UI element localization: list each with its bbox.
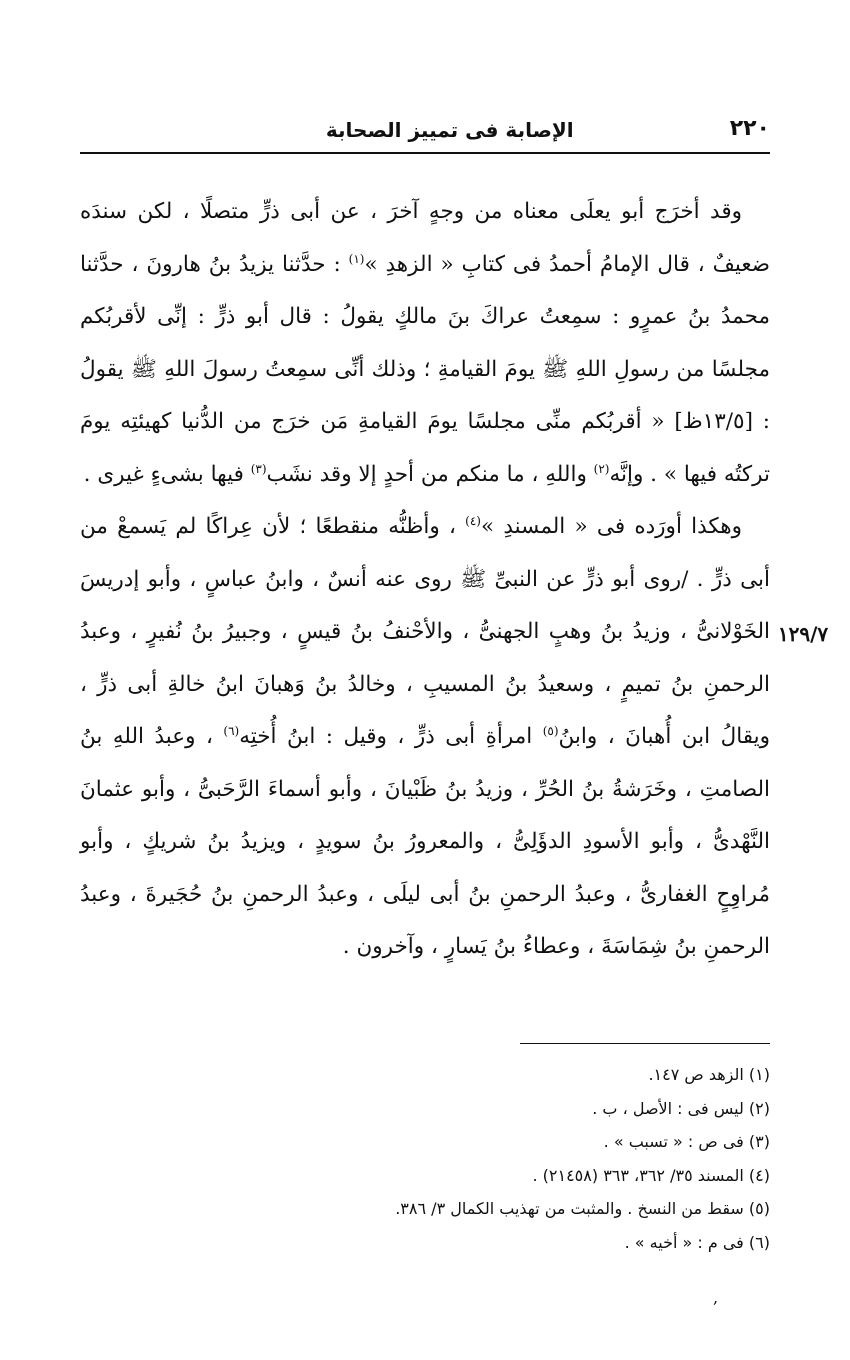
paragraph-2 [80, 501, 770, 974]
text-line: لأقربُكم مجلسًا من رسولِ اللهِ ﷺ يومَ القيامةِ ؛ وذلك أنِّى سمِعتُ رسولَ اللهِ [80, 304, 770, 382]
text-line: ، وعبدُ اللهِ بنُ [80, 724, 224, 749]
text-line: الخَوْلانىُّ ، وزيدُ بنُ وهبٍ الجهنىُّ ، والأحْنفُ بنُ قيسٍ ، وجبيرُ بنُ نُفيرٍ ، [130, 619, 770, 644]
footnote-ref-3[interactable]: (٣) [250, 461, 267, 476]
text-line: النَّهْدىُّ ، وأبو الأسودِ الدؤَلِىُّ ، والمعرورُ بنُ سويدٍ ، ويزيدُ بنُ شريكٍ ، وأبو [80, 829, 770, 854]
text-line: : حدَّثنا يزيدُ بنُ هارونَ ، [131, 251, 349, 277]
footnote-ref-5[interactable]: (٥) [542, 723, 559, 738]
text-line: كهيئتِه يومَ تركتُه فيها » . وإنَّه [80, 409, 770, 487]
text-line: امرأةِ أبى ذرٍّ ، وقيل : ابنُ أُختِه [239, 724, 543, 749]
footnote-2: (٢) ليس فى : الأصل ، ب . [592, 1098, 770, 1118]
text-line: بشىءٍ غيرى . [83, 461, 204, 487]
footnote-3: (٣) فى ص : « تسبب » . [603, 1132, 770, 1151]
book-title: الإصابة فى تمييز الصحابة [325, 118, 574, 142]
text-line: فيها [210, 461, 251, 487]
footnote-6: (٦) فى م : « أخيه » . [624, 1232, 770, 1252]
text-line: ﷺ يقولُ : [١٣/٥ظ] « أقربُكم منِّى مجلسًا يومَ القيامةِ مَن خرَج من الدُّنيا [80, 356, 771, 434]
margin-reference: ١٢٩/٧ [777, 622, 829, 646]
header-divider [80, 152, 770, 154]
page-number: ٢٢٠ [729, 116, 770, 141]
footnote-ref-4[interactable]: (٤) [465, 513, 481, 528]
text-line: وهكذا أورَده فى « المسندِ » [480, 514, 743, 539]
page-header [80, 112, 770, 152]
text-line: وقد أخرَج أبو يعلَى معناه من وجهٍ آخرَ ، عن أبى ذرٍّ متصلًا ، لكن سندَه [80, 199, 742, 224]
footnote-4: (٤) المسند ٣٥/ ٣٦٢، ٣٦٣ (٢١٤٥٨) . [532, 1165, 770, 1185]
footnote-1: (١) الزهد ص ١٤٧. [648, 1065, 770, 1084]
stray-mark: , [713, 1288, 719, 1307]
footnotes [80, 1058, 770, 1259]
paragraph-1 [80, 186, 770, 501]
footnote-ref-2[interactable]: (٢) [593, 461, 610, 476]
footnote-divider [520, 1043, 770, 1044]
text-line: واللهِ ، ما منكم من أحدٍ إلا وقد نشَب [266, 461, 594, 487]
footnote-5: (٥) سقط من النسخ . والمثبت من تهذيب الكمال ٣/ ٣٨٦. [395, 1199, 770, 1218]
text-line: ، وأظنُّه منقطعًا ؛ لأن عِراكًا لم يَسمعْ من [80, 514, 466, 539]
footnote-ref-1[interactable]: (١) [348, 251, 365, 266]
text-line: حدَّثنا محمدُ بنُ عمرٍو : سمِعتُ عراكَ بنَ مالكٍ يقولُ : قال أبو ذرٍّ : إنِّى [80, 251, 770, 329]
footnote-ref-6[interactable]: (٦) [223, 723, 240, 738]
text-line: وعبدُ الرحمنِ بنُ تميمٍ ، وسعيدُ بنُ المسيبِ ، وخالدُ بنُ وَهبانَ ابنُ خالةِ أبى [80, 619, 770, 697]
text-line: ضعيفٌ ، قال الإمامُ أحمدُ فى كتابِ « الزهدِ » [364, 251, 770, 277]
text-line: ذرٍّ ، ويقالُ ابن أُهبانَ ، وابنُ [80, 671, 770, 749]
text-line: مُراوِحٍ الغفارىُّ ، وعبدُ الرحمنِ بنُ أبى ليلَى ، وعبدُ الرحمنِ بنُ حُجَيرةَ ، [129, 881, 770, 907]
text-line: وعبدُ الرحمنِ بنُ شِمَاسَةَ ، وعطاءُ بنُ يَسارٍ ، وآخرون . [80, 881, 770, 959]
main-text [80, 186, 770, 974]
text-line: أبى ذرٍّ . /روى أبو ذرٍّ عن النبىِّ ﷺ روى عنه أنسٌ ، وابنُ عباسٍ ، وأبو إدريسَ [80, 566, 770, 592]
text-line: الصامتِ ، وخَرَشةُ بنُ الحُرِّ ، وزيدُ بنُ ظَبْيانَ ، وأبو أسماءَ الرَّحَبىُّ ، وأبو عثمانَ [80, 776, 770, 802]
